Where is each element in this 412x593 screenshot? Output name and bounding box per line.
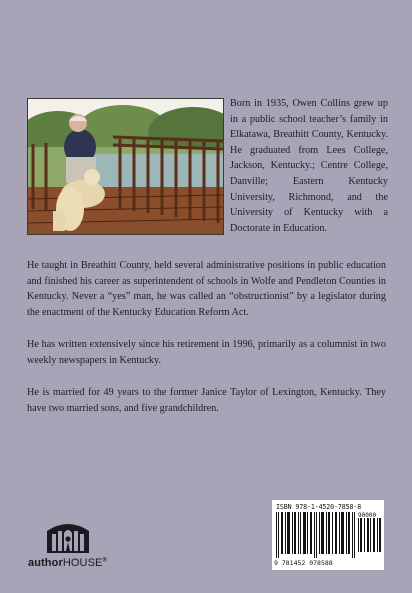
author-bio-writing: He has written extensively since his retirement in 1996, primarily as a columnist in two weekly newspapers in Kentucky. [27, 339, 386, 366]
barcode-digits: 9 781452 078588 [274, 559, 333, 567]
addon-digits: 90000 [358, 512, 377, 519]
publisher-name-bold: author [28, 557, 63, 569]
author-photo-illustration [28, 99, 223, 234]
price-addon-bars [358, 512, 382, 552]
publisher-name-light: HOUSE [62, 557, 103, 569]
author-bio-intro: Born in 1935, Owen Collins grew up in a public school teacher’s family in Elkatawa, Breathitt County, Kentucky. He graduated from Lees College, Jackson, Kentucky.; Centre College, Danville; Eastern Kentucky University, Richmond, and the University of Kentucky with a Doctorate in Education. [230, 98, 388, 234]
isbn-barcode [272, 500, 384, 570]
isbn-label: ISBN 978-1-4520-7858-8 [276, 503, 362, 511]
author-bio-family: He is married for 49 years to the former Janice Taylor of Lexington, Kentucky. They have two married sons, and five grandchildren. [27, 387, 386, 414]
ean-barcode-bars [276, 512, 356, 558]
publisher-logo [28, 517, 118, 572]
publisher-name [28, 557, 128, 569]
registered-mark: ® [102, 557, 107, 564]
book-pages-icon [43, 517, 93, 555]
author-photo [27, 98, 224, 235]
author-bio-career: He taught in Breathitt County, held several administrative positions in public education and finished his career as superintendent of schools in Wolfe and Pendleton Counties in Kentucky. Never a “yes” man, he was called an “obstructionist” by a legislator during the enactment of the Kentucky Education Reform Act. [27, 260, 386, 318]
